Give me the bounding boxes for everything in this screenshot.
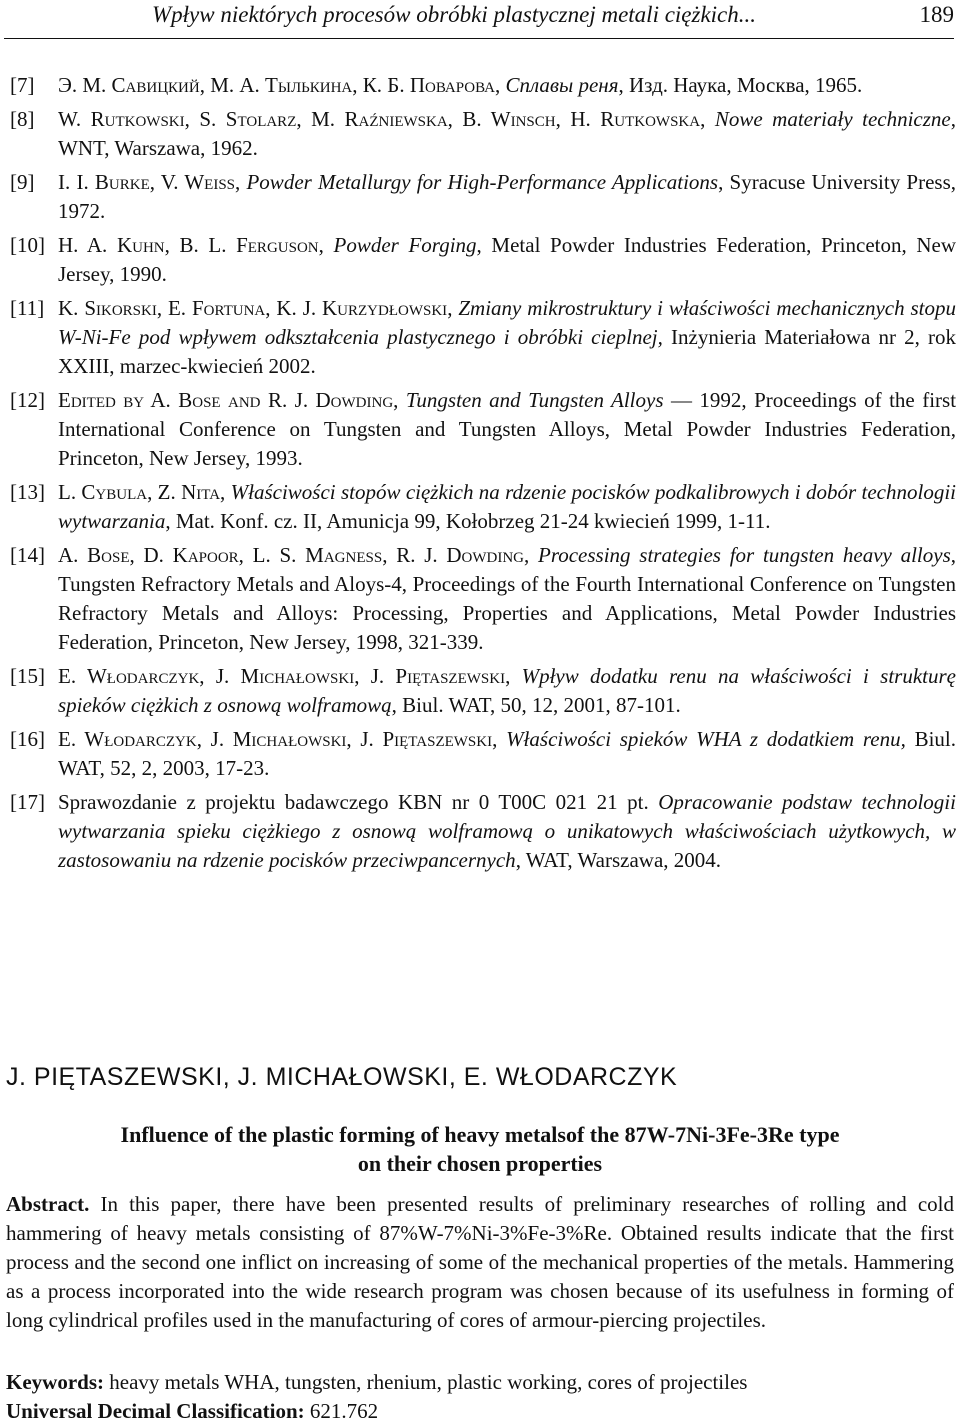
abstract-label: Abstract. [6, 1192, 90, 1216]
reference-item: [16] E. Włodarczyk, J. Michałowski, J. Piętaszewski, Właściwości spieków WHA z dodatkiem renu, Biul. WAT, 52, 2, 2003, 17-23. [10, 727, 957, 780]
reference-title: Opracowanie podstaw technologii wytwarzania spieku ciężkiego z osnową wolframową o unikatowych właściwościach użytkowych, w zastosowaniu na rdzenie pocisków przeciwpancernych [58, 790, 956, 872]
paper-authors: J. PIĘTASZEWSKI, J. MICHAŁOWSKI, E. WŁODARCZYK [6, 1063, 678, 1091]
keywords [6, 1368, 747, 1397]
reference-authors: A. Bose, D. Kapoor, L. S. Magness, R. J. Dowding [58, 543, 525, 567]
reference-title: Właściwości spieków WHA z dodatkiem renu, [506, 727, 906, 751]
reference-details: , Tungsten Refractory Metals and Aloys-4, Proceedings of the Fourth International Conference on Tungsten Refractory Metals and Alloys: Processing, Properties and Applications, Metal Powder Industries Federation, Princeton, New Jersey, 1998, 321-339. [58, 543, 956, 654]
reference-number: [7] [10, 73, 35, 97]
reference-authors: E. Włodarczyk, J. Michałowski, J. Piętaszewski [58, 664, 506, 688]
reference-title: Powder Metallurgy for High-Performance Applications [246, 170, 719, 194]
udc [6, 1397, 378, 1426]
reference-details: , WNT, Warszawa, 1962. [58, 107, 956, 160]
reference-item: [14] A. Bose, D. Kapoor, L. S. Magness, R. J. Dowding, Processing strategies for tungsten heavy alloys, Tungsten Refractory Metals and Aloys-4, Proceedings of the Fourth International Conference on Tungsten Refractory Metals and Alloys: Processing, Properties and Applications, Metal Powder Industries Federation, Princeton, New Jersey, 1998, 321-339. [10, 543, 956, 654]
keywords-text: heavy metals WHA, tungsten, rhenium, plastic working, cores of projectiles [104, 1370, 748, 1394]
reference-item: [9] I. I. Burke, V. Weiss, Powder Metallurgy for High-Performance Applications, Syracuse University Press, 1972. [10, 170, 956, 223]
reference-item [0, 788, 960, 875]
reference-details: — 1992, Proceedings of the first International Conference on Tungsten and Tungsten Alloys, Metal Powder Industries Federation, Princeton, New Jersey, 1993. [58, 388, 957, 470]
reference-authors: H. A. Kuhn, B. L. Ferguson [58, 233, 319, 257]
reference-item: [7] Э. М. Савицкий, М. А. Тылькина, К. Б. Поварова, Сплавы реня, Изд. Наука, Москва, 1965. [0, 71, 960, 100]
reference-details: , Mat. Konf. cz. II, Amunicja 99, Kołobrzeg 21-24 kwiecień 1999, 1-11. [165, 509, 771, 533]
reference-title: Zmiany mikrostruktury i właściwości mechanicznych stopu W-Ni-Fe pod wpływem odkształcenia plastycznego i obróbki cieplnej, [58, 296, 957, 349]
reference-number: [13] [10, 480, 45, 504]
reference-number: [15] [10, 664, 45, 688]
reference-authors: L. Cybula, Z. Nita [58, 480, 221, 504]
reference-details: Inżynieria Materiałowa nr 2, rok XXIII, marzec-kwiecień 2002. [58, 325, 956, 378]
page-number: 189 [919, 2, 954, 27]
reference-authors: Edited by A. Bose and R. J. Dowding [58, 388, 394, 412]
reference-authors: W. Rutkowski, S. Stolarz, M. Raźniewska, B. Winsch, H. Rutkowska [58, 107, 701, 131]
reference-item: [13] L. Cybula, Z. Nita, Właściwości stopów ciężkich na rdzenie pocisków podkalibrowych i dobór technologii wytwarzania, Mat. Konf. cz. II, Amunicja 99, Kołobrzeg 21-24 kwiecień 1999, 1-11. [10, 480, 957, 533]
reference-item: [10] H. A. Kuhn, B. L. Ferguson, Powder Forging, Metal Powder Industries Federation, Princeton, New Jersey, 1990. [10, 233, 957, 286]
paper-title-line: on their chosen properties [357, 1151, 603, 1176]
reference-details: , Biul. WAT, 50, 12, 2001, 87-101. [391, 693, 681, 717]
reference-details: , Metal Powder Industries Federation, Princeton, New Jersey, 1990. [58, 233, 957, 286]
reference-number: [12] [10, 388, 45, 412]
udc-text: 621.762 [304, 1399, 379, 1423]
reference-authors: E. Włodarczyk, J. Michałowski, J. Piętaszewski [58, 727, 493, 751]
reference-title: Wpływ dodatku renu na właściwości i strukturę spieków ciężkich z osnową wolframową [58, 664, 956, 717]
running-title: Wpływ niektórych procesów obróbki plastycznej metali ciężkich... [152, 2, 757, 27]
reference-number: [14] [10, 543, 45, 567]
reference-authors: I. I. Burke, V. Weiss [58, 170, 236, 194]
udc-label: Universal Decimal Classification: [6, 1399, 305, 1423]
reference-number: [10] [10, 233, 45, 257]
reference-title: Właściwości stopów ciężkich na rdzenie pocisków podkalibrowych i dobór technologii wytwarzania [58, 480, 957, 533]
running-header [0, 0, 960, 40]
reference-details: Sprawozdanie z projektu badawczego KBN nr 0 T00C 021 21 pt. [58, 790, 659, 814]
reference-details: , WAT, Warszawa, 2004. [515, 848, 722, 872]
reference-details: , Syracuse University Press, 1972. [58, 170, 956, 223]
reference-authors: K. Sikorski, E. Fortuna, K. J. Kurzydłowski [58, 296, 448, 320]
reference-item: [12] Edited by A. Bose and R. J. Dowding, Tungsten and Tungsten Alloys — 1992, Proceedings of the first International Conference on Tungsten and Tungsten Alloys, Metal Powder Industries Federation, Princeton, New Jersey, 1993. [10, 388, 957, 470]
reference-item: [15] E. Włodarczyk, J. Michałowski, J. Piętaszewski, Wpływ dodatku renu na właściwości i strukturę spieków ciężkich z osnową wolframową, Biul. WAT, 50, 12, 2001, 87-101. [10, 664, 956, 717]
abstract-text: In this paper, there have been presented results of preliminary researches of rolling and cold hammering of heavy metals consisting of 87%W-7%Ni-3%Fe-3%Re. Obtained results indicate that the first process and the second one inflict on increasing of some of the mechanical properties of the metals. Hammering as a process incorporated into the wide research program was chosen because of its usefulness in forming of long cylindrical profiles used in the manufacturing of cores of armour-piercing projectiles. [6, 1192, 954, 1332]
reference-details: Biul. WAT, 52, 2, 2003, 17-23. [58, 727, 957, 780]
header-rule [4, 38, 954, 39]
reference-title: Tungsten and Tungsten Alloys [405, 388, 664, 412]
reference-item: [11] K. Sikorski, E. Fortuna, K. J. Kurzydłowski, Zmiany mikrostruktury i właściwości mechanicznych stopu W-Ni-Fe pod wpływem odkształcenia plastycznego i obróbki cieplnej, Inżynieria Materiałowa nr 2, rok XXIII, marzec-kwiecień 2002. [10, 296, 957, 378]
reference-title: Powder Forging [333, 233, 477, 257]
reference-details: , Изд. Наука, Москва, 1965. [618, 73, 863, 97]
reference-title: Сплавы реня [505, 73, 619, 97]
reference-number: [8] [10, 107, 35, 131]
paper-title [0, 1120, 960, 1178]
reference-authors: Э. М. Савицкий, М. А. Тылькина, К. Б. Поварова [58, 73, 495, 97]
reference-number: [16] [10, 727, 45, 751]
keywords-label: Keywords: [6, 1370, 104, 1394]
reference-item: [8] W. Rutkowski, S. Stolarz, M. Raźniewska, B. Winsch, H. Rutkowska, Nowe materiały techniczne, WNT, Warszawa, 1962. [10, 107, 956, 160]
reference-number: [9] [10, 170, 35, 194]
reference-title: Nowe materiały techniczne [714, 107, 951, 131]
reference-list [0, 71, 960, 880]
paper-title-line: Influence of the plastic forming of heavy metalsof the 87W-7Ni-3Fe-3Re type [120, 1122, 840, 1147]
reference-number: [17] [10, 790, 45, 814]
reference-number: [11] [10, 296, 45, 320]
abstract [6, 1190, 954, 1335]
reference-title: Processing strategies for tungsten heavy alloys [538, 543, 951, 567]
